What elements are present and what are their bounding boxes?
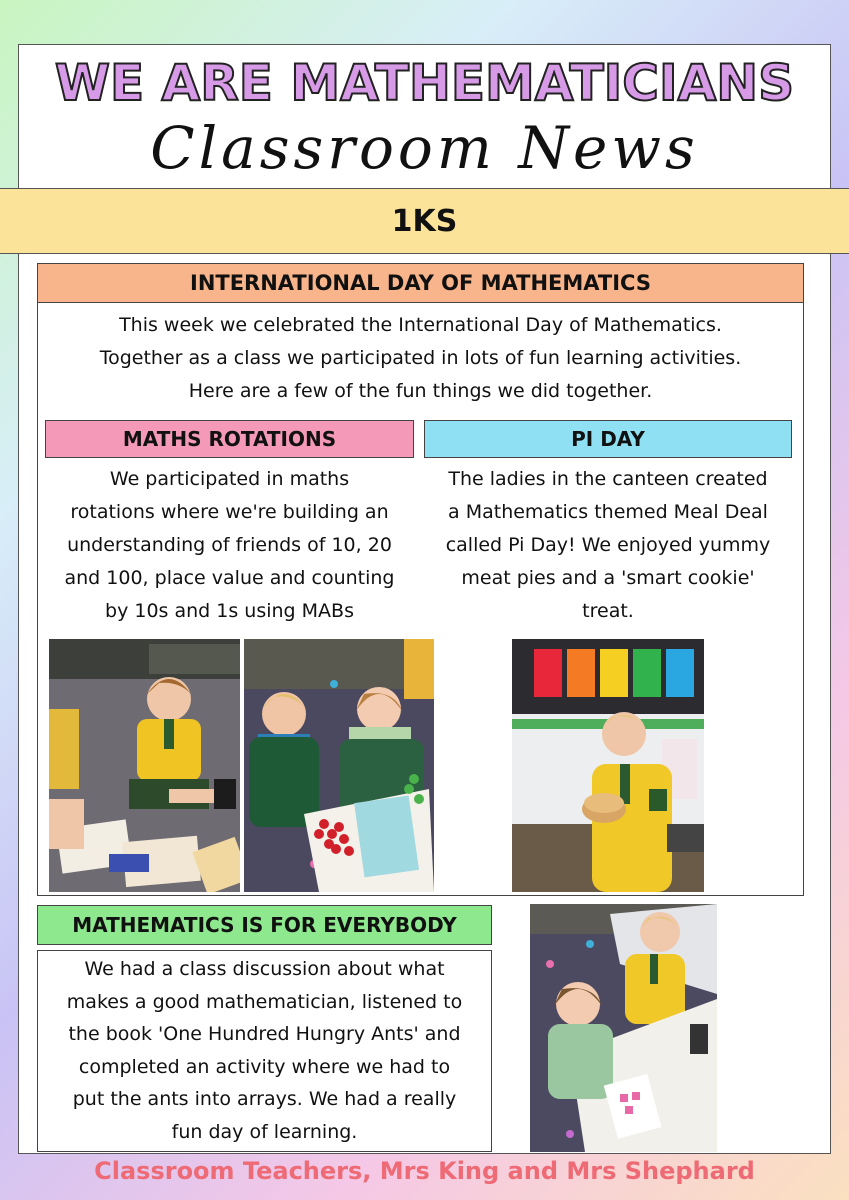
- newsletter-title: WE ARE MATHEMATICIANS: [54, 54, 795, 112]
- pi-day-heading-text: PI DAY: [571, 427, 645, 451]
- pi-day-line: called Pi Day! We enjoyed yummy: [445, 534, 771, 556]
- rotations-line: understanding of friends of 10, 20: [67, 534, 392, 556]
- rotations-heading: [45, 420, 414, 458]
- intro-line: This week we celebrated the International Day of Mathematics.: [119, 314, 722, 336]
- intro-heading-text: INTERNATIONAL DAY OF MATHEMATICS: [190, 271, 651, 295]
- everybody-line: makes a good mathematician, listened to: [66, 990, 463, 1013]
- pi-day-heading: [424, 420, 792, 458]
- everybody-line: fun day of learning.: [171, 1120, 358, 1143]
- everybody-line: completed an activity where we had to: [78, 1055, 451, 1078]
- everybody-heading-text: MATHEMATICS IS FOR EVERYBODY: [72, 913, 457, 937]
- intro-line: Together as a class we participated in lots of fun learning activities.: [99, 347, 742, 369]
- intro-line: Here are a few of the fun things we did together.: [188, 380, 653, 402]
- pi-day-line: meat pies and a 'smart cookie': [461, 567, 755, 589]
- everybody-line: the book 'One Hundred Hungry Ants' and: [68, 1023, 461, 1045]
- newsletter-subtitle: Classroom News: [150, 114, 699, 182]
- photo-girls-at-table: [530, 904, 717, 1152]
- pi-day-line: The ladies in the canteen created: [448, 468, 768, 490]
- rotations-line: We participated in maths: [109, 468, 350, 490]
- everybody-text: [40, 953, 489, 1148]
- photo-boy-with-cards: [49, 639, 240, 892]
- intro-text: [40, 309, 801, 408]
- rotations-line: and 100, place value and counting: [64, 567, 395, 589]
- rotations-line: by 10s and 1s using MABs: [105, 600, 354, 622]
- everybody-line: We had a class discussion about what: [84, 958, 445, 980]
- pi-day-line: a Mathematics themed Meal Deal: [448, 501, 768, 523]
- class-name: 1KS: [391, 203, 458, 239]
- pi-day-line: treat.: [582, 600, 634, 622]
- title-block: [18, 44, 831, 189]
- rotations-text: [45, 463, 414, 628]
- pi-day-text: [424, 463, 792, 628]
- intro-heading: [37, 263, 804, 303]
- class-banner: [0, 188, 849, 254]
- rotations-heading-text: MATHS ROTATIONS: [122, 427, 337, 451]
- everybody-heading: [37, 905, 492, 945]
- photo-kids-with-counters: [244, 639, 434, 892]
- teachers-footer: Classroom Teachers, Mrs King and Mrs Shephard: [94, 1157, 755, 1185]
- rotations-line: rotations where we're building an: [70, 501, 389, 523]
- photo-boy-with-pie: [512, 639, 704, 892]
- everybody-line: put the ants into arrays. We had a really: [72, 1088, 457, 1110]
